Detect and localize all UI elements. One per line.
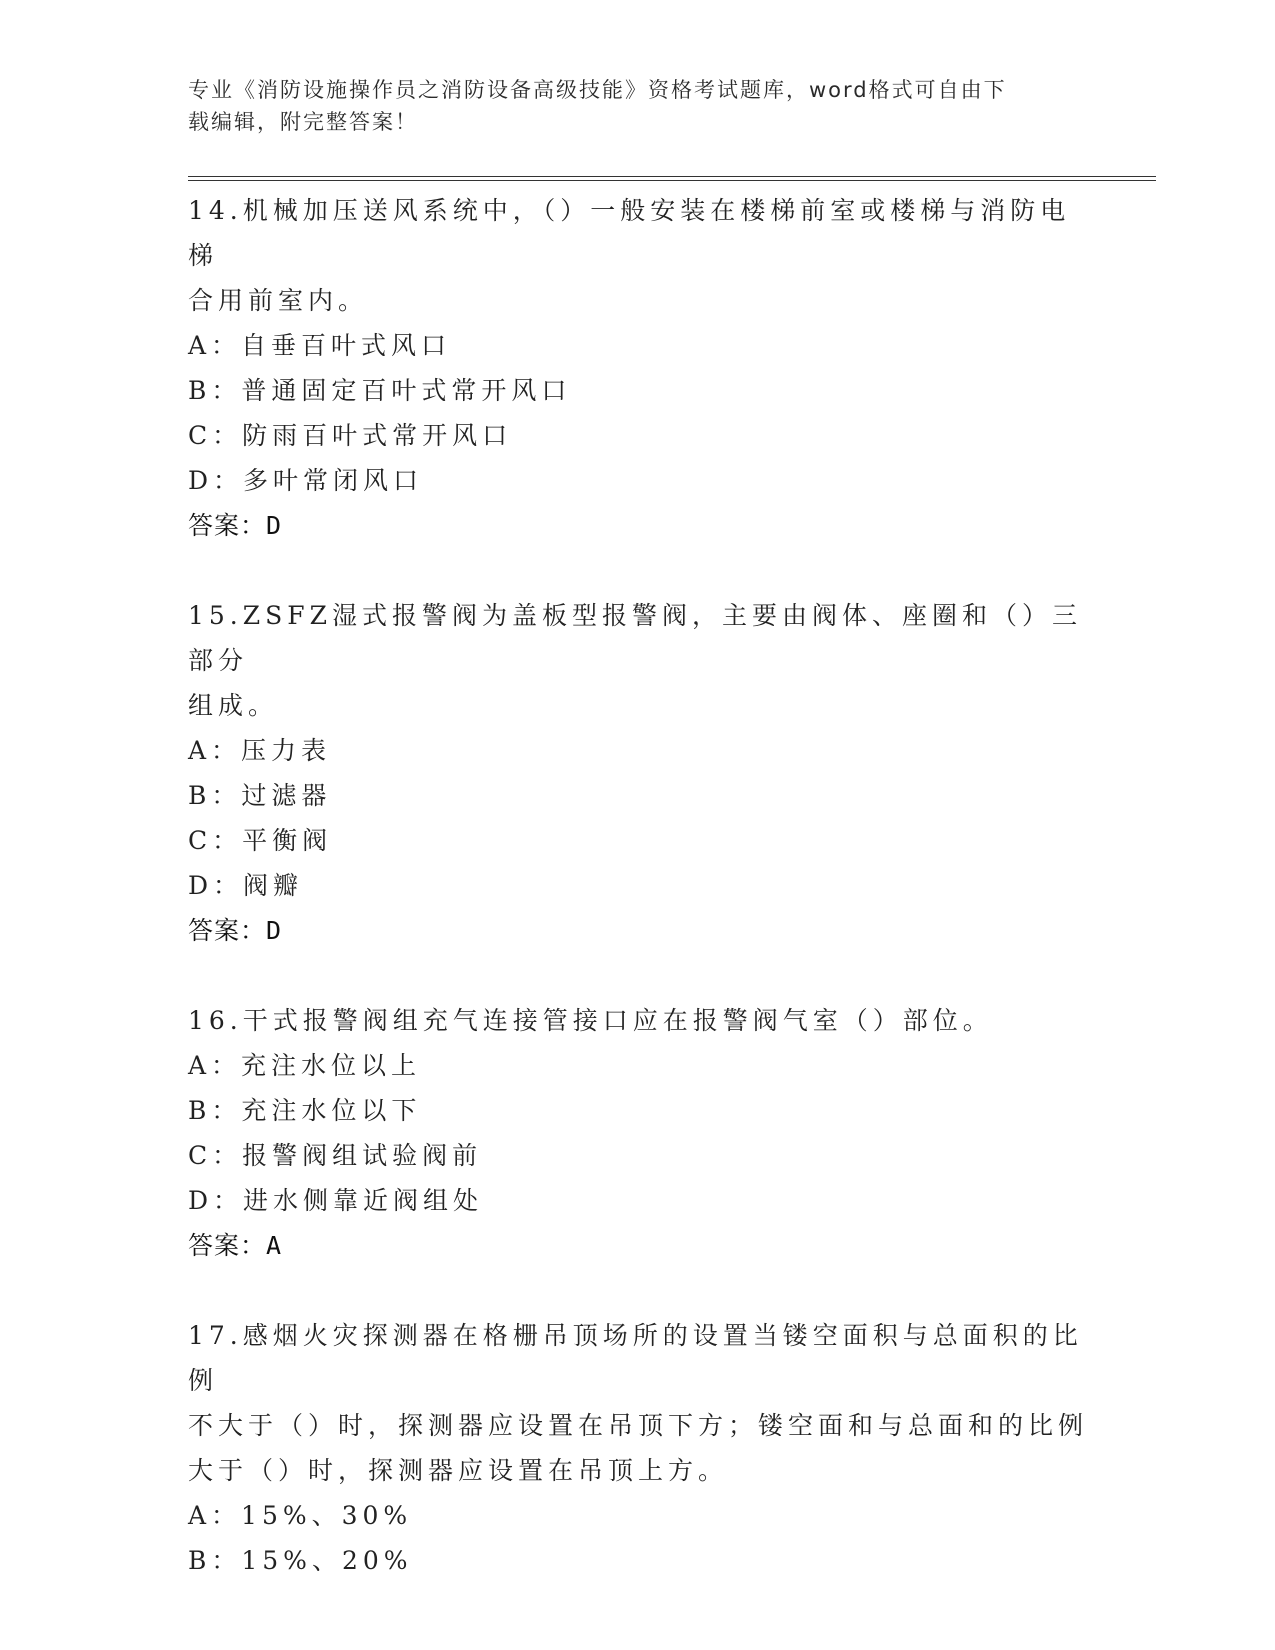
option-d: D：多叶常闭风口 (188, 466, 424, 495)
question-stem-line: 大于（）时，探测器应设置在吊顶上方。 (188, 1456, 729, 1485)
question-stem-line: 16.干式报警阀组充气连接管接口应在报警阀气室（）部位。 (188, 1006, 993, 1035)
question-14 (188, 188, 1088, 593)
option-a: A：充注水位以上 (188, 1051, 422, 1080)
question-stem-line: 15.ZSFZ湿式报警阀为盖板型报警阀，主要由阀体、座圈和（）三部分 (188, 601, 1082, 675)
question-stem-line: 合用前室内。 (188, 286, 369, 315)
question-spacer (188, 1268, 1088, 1313)
question-17 (188, 1313, 1088, 1583)
option-a: A：自垂百叶式风口 (188, 331, 452, 360)
question-spacer (188, 548, 1088, 593)
option-a: A：15%、30% (188, 1501, 413, 1530)
document-header (188, 74, 1068, 138)
question-stem-line: 17.感烟火灾探测器在格栅吊顶场所的设置当镂空面积与总面积的比例 (188, 1321, 1083, 1395)
option-c: C：报警阀组试验阀前 (188, 1141, 483, 1170)
option-c: C：防雨百叶式常开风口 (188, 421, 513, 450)
option-d: D：阀瓣 (188, 871, 304, 900)
option-d: D：进水侧靠近阀组处 (188, 1186, 484, 1215)
option-b: B：15%、20% (188, 1546, 413, 1575)
question-15 (188, 593, 1088, 998)
option-b: B：普通固定百叶式常开风口 (188, 376, 572, 405)
question-stem-line: 不大于（）时，探测器应设置在吊顶下方；镂空面和与总面和的比例 (188, 1411, 1089, 1440)
question-16 (188, 998, 1088, 1313)
answer: 答案：D (188, 511, 283, 540)
answer: 答案：D (188, 916, 283, 945)
question-list (188, 188, 1088, 1583)
option-a: A：压力表 (188, 736, 332, 765)
header-divider (188, 176, 1156, 181)
question-stem-line: 14.机械加压送风系统中，（）一般安装在楼梯前室或楼梯与消防电梯 (188, 196, 1071, 270)
answer: 答案：A (188, 1231, 283, 1260)
header-line-1: 专业《消防设施操作员之消防设备高级技能》资格考试题库，word格式可自由下 (188, 78, 1007, 102)
header-line-2: 载编辑，附完整答案！ (188, 110, 418, 134)
option-b: B：充注水位以下 (188, 1096, 422, 1125)
question-stem-line: 组成。 (188, 691, 279, 720)
option-c: C：平衡阀 (188, 826, 333, 855)
option-b: B：过滤器 (188, 781, 332, 810)
question-spacer (188, 953, 1088, 998)
